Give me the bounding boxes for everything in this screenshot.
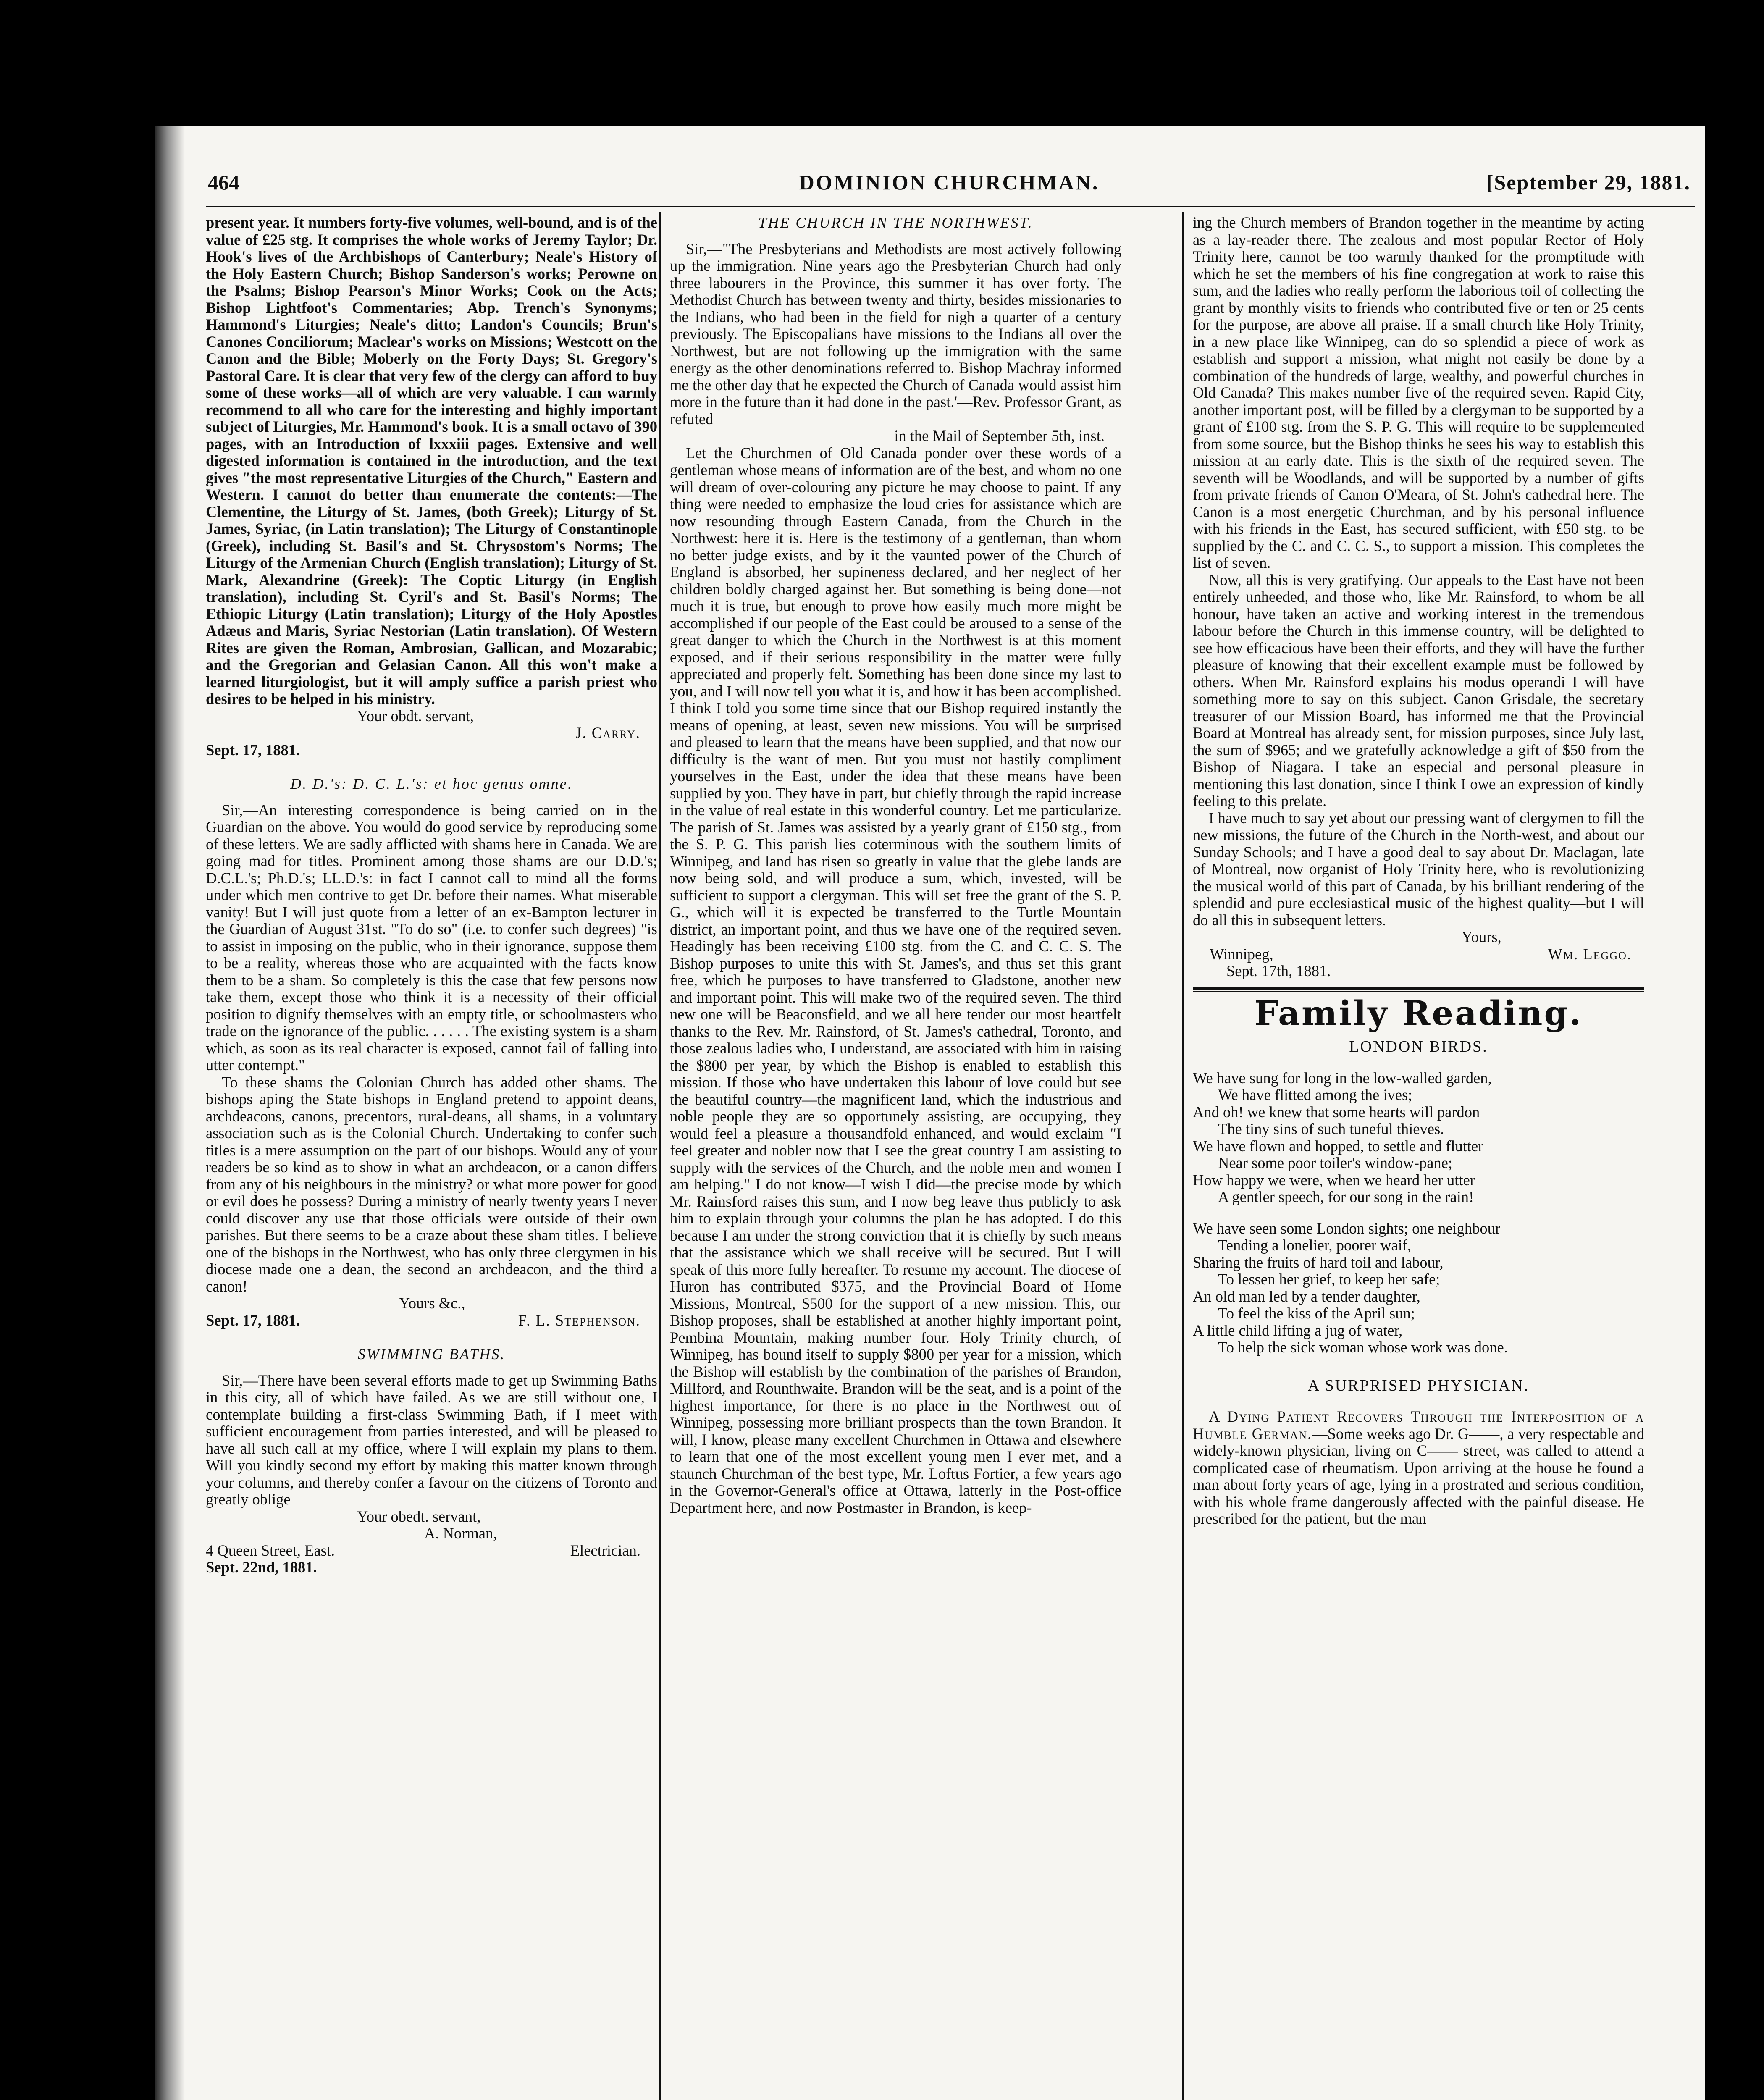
closing: Yours,: [1462, 928, 1502, 945]
section-heading: Family Reading.: [1254, 993, 1583, 1033]
poem-line: We have flown and hopped, to settle and flutter: [1193, 1137, 1483, 1155]
story-text: [1193, 1408, 1644, 1528]
poem-title: LONDON BIRDS.: [1349, 1038, 1488, 1055]
masthead-title: DOMINION CHURCHMAN.: [799, 171, 1100, 194]
signature: J. Carry.: [575, 724, 640, 741]
poem-stanza: [1193, 1070, 1644, 1206]
article-text: Now, all this is very gratifying. Our appeals to the East have not been entirely unheeded, and those who, like Mr. Rainsford, to whom be all honour, have taken an active and working interest in the tremendous labour before the Church in this immense country, will be delighted to see how efficacious have been their efforts, and they will have the further pleasure of knowing that their excellent example must be followed by others. When Mr. Rainsford explains his modus operandi I will have something more to say on this subject. Canon Grisdale, the secretary treasurer of our Mission Board, has informed me that the Provincial Board at Montreal has already sent, for mission purposes, since July last, the sum of $965; and we gratefully acknowledge a gift of $50 from the Bishop of Niagara. I take an especial and personal pleasure in mentioning this last donation, since I think I owe an expression of kindly feeling to this prelate.: [1193, 571, 1644, 809]
poem-line: To help the sick woman whose work was done.: [1218, 1339, 1508, 1356]
poem-line: We have seen some London sights; one neighbour: [1193, 1219, 1500, 1237]
page-binding-edge: [155, 126, 185, 2100]
column-2: [670, 214, 1121, 2100]
issue-date: [September 29, 1881.: [1486, 171, 1690, 194]
poem-line: To lessen her grief, to keep her safe;: [1218, 1270, 1440, 1288]
poem-line: The tiny sins of such tuneful thieves.: [1218, 1120, 1444, 1137]
address-line: 4 Queen Street, East. Electrician.: [206, 1541, 640, 1559]
article-text: present year. It numbers forty-five volumes, well-bound, and is of the value of £25 stg. It comprises the whole works of Jeremy Taylor; Dr. Hook's lives of the Archbishops of Canterbury; Neale's History of the Holy Eastern Church; Bishop Sanderson's works; Perowne on the Psalms; Bishop Pearson's Minor Works; Cook on the Acts; Bishop Lightfoot's Commentaries; Abp. Trench's Synonyms; Hammond's Liturgies; Neale's ditto; Landon's Councils; Brun's Canones Conciliorum; Maclear's works on Missions; Westcott on the Canon and the Bible; Moberly on the Forty Days; St. Gregory's Pastoral Care. It is clear that very few of the clergy can afford to buy some of these works—all of which are very valuable. I can warmly recommend to all who care for the interesting and highly important subject of Liturgies, Mr. Hammond's book. It is a small octavo of 390 pages, with an Introduction of lxxxiii pages. Extensive and well digested information is contained in the introduction, and the text gives "the most representative Liturgies of the Church," Eastern and Western. I cannot do better than enumerate the contents:—The Clementine, the Liturgy of St. James, (both Greek); Liturgy of St. James, Syriac, (in Latin translation); The Liturgy of Constantinople (Greek), including St. Basil's and St. Chrysostom's Norms; The Liturgy of the Armenian Church (English translation); Liturgy of St. Mark, Alexandrine (Greek): The Coptic Liturgy (in English translation), including St. Cyril's and St. Basil's Norms; The Ethiopic Liturgy (Latin translation); Liturgy of the Holy Apostles Adæus and Maris, Syriac Nestorian (Latin translation). Of Western Rites are given the Roman, Ambrosian, Gallican, and Mozarabic; and the Gregorian and Gelasian Canon. All this won't make a learned liturgiologist, but it will amply suffice a parish priest who desires to be helped in his ministry.: [206, 214, 657, 707]
poem-stanza: [1193, 1220, 1644, 1356]
article-text: ing the Church members of Brandon together in the meantime by acting as a lay-reader there. The zealous and most popular Rector of Holy Trinity here, cannot be too warmly thanked for the promptitude with which he set the members of his fine congregation at work to raise this sum, and the ladies who really perform the laborious toil of collecting the grant by monthly visits to friends who contributed five or ten or 25 cents for the purpose, are above all praise. If a small church like Holy Trinity, in a new place like Winnipeg, can do so splendid a piece of work as establish and support a mission, what might not easily be done by a combination of the hundreds of large, wealthy, and powerful churches in Old Canada? This makes number five of the required seven. Rapid City, another important post, will be filled by a clergyman to be supported by a grant of £100 stg. from the S. P. G. This will require to be supplemented from some source, but the Bishop thinks he sees his way to establish this mission at an early date. This is the sixth of the required seven. The seventh will be Woodlands, and will be supported by a number of gifts from private friends of Canon O'Meara, of St. John's cathedral here. The Canon is a most energetic Churchman, and by his personal influence with his friends in the East, has secured sufficient, with £50 stg. to be supplied by the C. and C. C. S., to support a mission. This completes the list of seven.: [1193, 214, 1644, 571]
article-text: Sir,—There have been several efforts made to get up Swimming Baths in this city, all of which have failed. As we are still without one, I contemplate building a first-class Swimming Bath, if I meet with sufficient encouragement from parties interested, and will be pleased to have all such call at my office, where I will explain my plans to them. Will you kindly second my effort by making this matter known through your columns, and thereby confer a favour on the citizens of Toronto and greatly oblige: [206, 1371, 657, 1508]
poem-line: A little child lifting a jug of water,: [1193, 1321, 1403, 1339]
letter-date: Sept. 17, 1881.: [206, 741, 300, 759]
column-1: [206, 214, 657, 2100]
closing: Yours &c.,: [399, 1294, 465, 1312]
article-heading: THE CHURCH IN THE NORTHWEST.: [758, 214, 1033, 231]
column-divider: [1182, 212, 1184, 2100]
story-body: —Some weeks ago Dr. G——, a very respectable and widely-known physician, living on C—— street, was called to attend a complicated case of rheumatism. Upon arriving at the house he found a man about forty years of age, lying in a prostrated and serious condition, with his whole frame dangerously affected with the painful disease. He prescribed for the patient, but the man: [1193, 1425, 1644, 1527]
article-text: Let the Churchmen of Old Canada ponder over these words of a gentleman whose means of information are of the best, and whom no one will dream of over-colouring any picture he may choose to paint. If any thing were needed to emphasize the loud cries for assistance which are now resounding through Eastern Canada, from the Church in the Northwest: here it is. Here is the testimony of a gentleman, than whom no better judge exists, and by it the vaunted power of the Church of England is absorbed, her supineness declared, and her neglect of her children boldly charged against her. But something is being done—not much it is true, but enough to prove how easily much more might be accomplished if our people of the East could be aroused to a sense of the great danger to which the Church in the Northwest is at this moment exposed, and if their serious responsibility in the matter were fully appreciated and properly felt. Something has been done since my last to you, and I will now tell you what it is, and how it has been accomplished. I think I told you some time since that our Bishop required instantly the means of opening, at least, seven new missions. You will be surprised and pleased to learn that the means have been supplied, and that now our difficulty is the want of men. But you must not hastily compliment yourselves in the East, under the idea that these means have been supplied by you. They have in part, but chiefly through the rapid increase in the value of real estate in this wonderful country. Let me particularize. The parish of St. James was assisted by a yearly grant of £150 stg., from the S. P. G. This parish lies coterminous with the southern limits of Winnipeg, and land has risen so greatly in value that the glebe lands are now being sold, and will produce a sum, which, invested, will be sufficient to support a clergyman. This will set free the grant of the S. P. G., which will it is expected be transferred to the Turtle Mountain district, an important point, and thus we have one of the required seven. Headingly has been receiving £100 stg. from the C. and C. C. S. The Bishop purposes to unite this with St. James's, and thus set this grant free, which he purposes to have transferred to Gladstone, another new and important point. This will make two of the required seven. The third new one will be Beaconsfield, and we all here tender our most heartfelt thanks to the Rev. Mr. Rainsford, of St. James's cathedral, Toronto, and those zealous ladies who, I understand, are associated with him in raising the $800 per year, by which the Bishop is enabled to establish this mission. If those who have undertaken this labour of love could but see the beautiful country—the magnificent land, which the industrious and noble people they are so opportunely assisting, are occupying, they would feel a pleasure a thousandfold enhanced, and would exclaim "I feel greater and nobler now that I see the great country I am assisting to supply with the services of the Church, and the noble men and women I am helping." I do not know—I wish I did—the precise mode by which Mr. Rainsford raises this sum, and I now beg leave thus publicly to ask him to explain through your columns the plan he has adopted. I do this because I am under the strong conviction that it is chiefly by such means that the assistance which we shall receive will be secured. But I will speak of this more fully hereafter. To resume my account. The diocese of Huron has contributed $375, and the Provincial Board of Home Missions, Montreal, $500 for the support of a new mission. This, our Bishop proposes, shall be established at another highly important point, Pembina Mountain, making number four. Holy Trinity church, of Winnipeg, has bound itself to supply $800 per year for a mission, which the Bishop will establish by the combination of the parishes of Brandon, Millford, and Rounthwaite. Brandon will be the seat, and is a point of the highest importance, for there is no place in the Northwest out of Winnipeg, possessing more brilliant prospects than the town Brandon. It will, I know, please many excellent Churchmen in Ottawa and elsewhere to learn that one of the most excellent young men I ever met, and a staunch Churchman of the best type, Mr. Loftus Fortier, a few years ago in the Governor-General's office at Ottawa, latterly in the Post-office Department here, and now Postmaster in Brandon, is keep-: [670, 444, 1121, 1516]
closing: Your obdt. servant,: [357, 707, 474, 724]
page-header: [208, 170, 1690, 204]
column-3: [1193, 214, 1644, 2100]
letter-date: Sept. 22nd, 1881.: [206, 1559, 317, 1576]
header-rule: [206, 206, 1695, 207]
poem-line: We have flitted among the ives;: [1218, 1086, 1412, 1103]
poem-line: How happy we were, when we heard her utter: [1193, 1171, 1475, 1189]
poem-line: An old man led by a tender daughter,: [1193, 1287, 1420, 1305]
poem-line: A gentler speech, for our song in the rain!: [1218, 1188, 1474, 1205]
article-text: Sir,—"The Presbyterians and Methodists are most actively following up the immigration. Nine years ago the Presbyterian Church had only three labourers in the Province, this summer it has over forty. The Methodist Church has between twenty and thirty, besides missionaries to the Indians, who had been in the field for nigh a quarter of a century previously. The Episcopalians have missions to the Indians all over the Northwest, but are not following up the immigration with the same energy as the other denominations referred to. Bishop Machray informed me the other day that he expected the Church of Canada would assist him more in the future than it had done in the past.'—Rev. Professor Grant, as refuted: [670, 240, 1121, 428]
closing: Your obedt. servant,: [357, 1507, 481, 1525]
article-text: Sir,—An interesting correspondence is being carried on in the Guardian on the above. You would do good service by reproducing some of these letters. We are sadly afflicted with shams here in Canada. We are going mad for titles. Prominent among those shams are our D.D.'s; D.C.L.'s; Ph.D.'s; LL.D.'s: in fact I cannot call to mind all the forms under which men contrive to get Dr. before their names. What miserable vanity! But I will just quote from a letter of an ex-Bampton lecturer in the Guardian of August 31st. "To do so" (i.e. to confer such degrees) "is to assist in imposing on the public, who in their ignorance, suppose them to be a reality, whereas those who are acquainted with the facts know them to be a sham. So completely is this the case that few persons now take them, except those who think it is a necessity of their official position to dignify themselves with an empty title, or schoolmasters who trade on the ignorance of the public. . . . . . The existing system is a sham which, as soon as its real character is exposed, cannot fail of falling into utter contempt.": [206, 801, 657, 1074]
article-heading: SWIMMING BATHS.: [357, 1346, 506, 1362]
article-text: I have much to say yet about our pressing want of clergymen to fill the new missions, the future of the Church in the North-west, and about our Sunday Schools; and I have a good deal to say about Dr. Maclagan, late of Montreal, now organist of Holy Trinity here, who is revolutionizing the musical world of this part of Canada, by his brilliant rendering of the splendid and pure ecclesiastical music of the highest quality—but I will do all this in subsequent letters.: [1193, 809, 1644, 929]
section-rule: [1193, 987, 1644, 992]
poem-line: We have sung for long in the low-walled garden,: [1193, 1069, 1492, 1087]
signature-line: Winnipeg, Wm. Leggo.: [1210, 945, 1632, 963]
poem-line: Sharing the fruits of hard toil and labour,: [1193, 1253, 1444, 1271]
citation: in the Mail of September 5th, inst.: [894, 427, 1105, 444]
poem: [1193, 1070, 1644, 1356]
letter-date: Sept. 17th, 1881.: [1226, 962, 1331, 979]
page-number: 464: [208, 171, 239, 194]
article-heading: D. D.'s: D. C. L.'s: et hoc genus omne.: [290, 775, 573, 792]
story-lead: A Dying Patient Recovers Through the Interposition of a Humble German.: [1193, 1408, 1644, 1442]
signature: A. Norman,: [424, 1525, 497, 1542]
poem-line: Near some poor toiler's window-pane;: [1218, 1154, 1452, 1171]
article-text: To these shams the Colonian Church has added other shams. The bishops aping the State bishops in England pretend to appoint deans, archdeacons, canons, precentors, rural-deans, all shams, in a voluntary association such as is the Colonial Church. Undertaking to confer such titles is a mere assumption on the part of our bishops. Would any of your readers be so kind as to show in what an archdeacon, or a canon differs from any of his neighbours in the ministry? or what more power for good or evil does he possess? During a ministry of nearly twenty years I never could discover any use that those officials were outside of their own parishes. But there seems to be a craze about these sham titles. I believe one of the bishops in the Northwest, who has only three clergymen in his diocese made one a dean, the second an archdeacon, and the third a canon!: [206, 1073, 657, 1295]
column-divider: [659, 212, 661, 2100]
poem-line: And oh! we knew that some hearts will pardon: [1193, 1103, 1480, 1121]
story-title: A SURPRISED PHYSICIAN.: [1307, 1376, 1530, 1394]
newspaper-page: [155, 126, 1705, 2100]
poem-line: Tending a lonelier, poorer waif,: [1218, 1236, 1412, 1254]
signature-line: Sept. 17, 1881. F. L. Stephenson.: [206, 1311, 640, 1329]
poem-line: To feel the kiss of the April sun;: [1218, 1305, 1415, 1322]
